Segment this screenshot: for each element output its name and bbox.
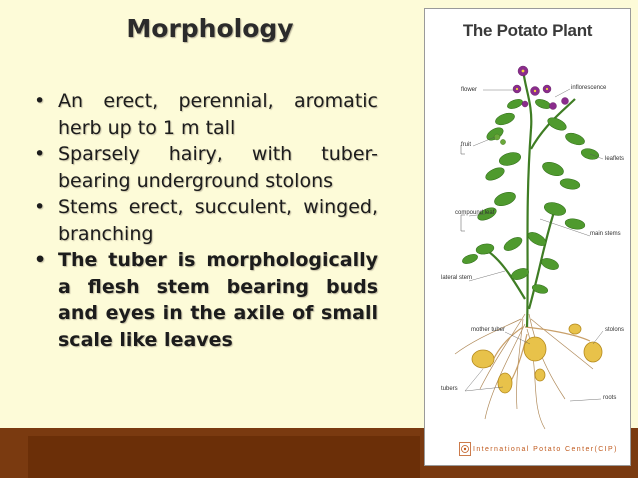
label-fruit: fruit [461, 142, 472, 148]
label-stolons: stolons [605, 327, 625, 333]
cip-credit: International Potato Center(CIP) [473, 446, 618, 453]
label-flower: flower [461, 87, 478, 93]
label-mother-tuber: mother tuber [471, 327, 506, 333]
bullet-item: • Sparsely hairy, with tuber-bearing underground stolons [34, 141, 378, 194]
figure-title: The Potato Plant [462, 21, 593, 40]
label-lateral-stem: lateral stem [441, 275, 473, 281]
bullet-list [34, 88, 378, 353]
label-brackets [461, 145, 465, 231]
footer-band-inner [28, 436, 420, 478]
bullet-item: • Stems erect, succulent, winged, branching [34, 194, 378, 247]
bullet-item: • An erect, perennial, aromatic herb up to 1 m tall [34, 88, 378, 141]
label-main-stems: main stems [590, 231, 621, 237]
label-roots: roots [603, 395, 617, 401]
label-inflorescence: inflorescence [571, 85, 607, 91]
potato-plant-illustration [425, 9, 632, 467]
potato-plant-figure [424, 8, 631, 466]
fruits-drawing [494, 134, 506, 145]
label-compound-leaf: compound leaf [455, 210, 495, 216]
slide-title: Morphology [126, 14, 294, 43]
cip-logo-icon [459, 442, 471, 456]
tubers-drawing [472, 324, 602, 393]
bullet-item-bold: • The tuber is morphologically a flesh stem bearing buds and eyes in the axile of small scale like leaves [34, 247, 378, 353]
label-leaflets: leaflets [605, 156, 625, 162]
label-tubers: tubers [441, 386, 458, 392]
